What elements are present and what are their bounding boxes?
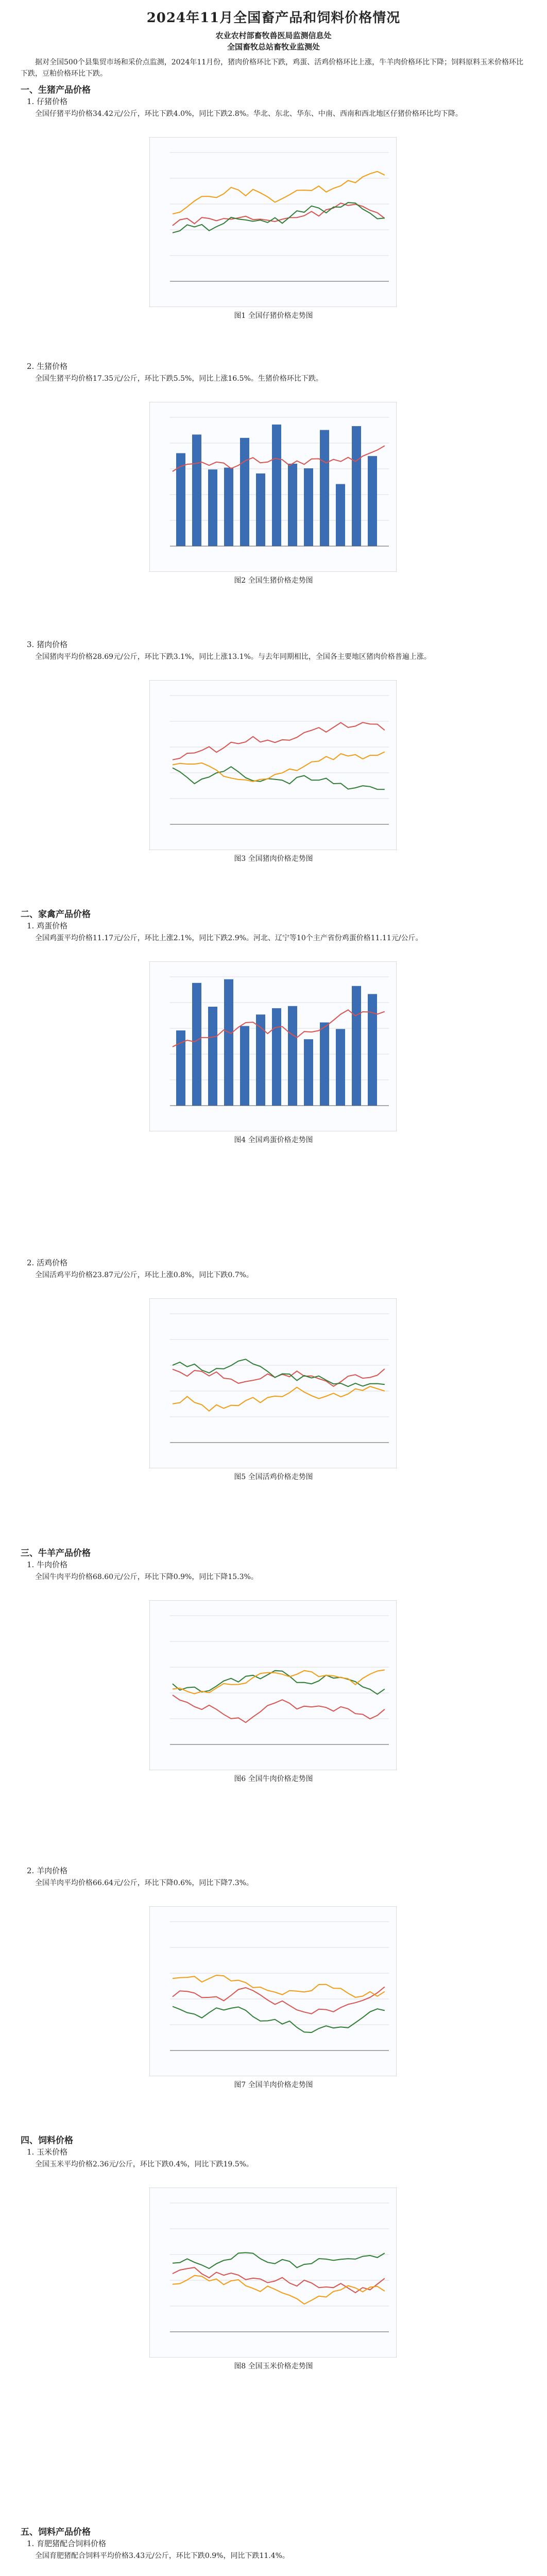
section-paragraph: 全国鸡蛋平均价格11.17元/公斤，环比上涨2.1%，同比下跌2.9%。河北、辽宁等10个主产省份鸡蛋价格11.11元/公斤。: [35, 934, 423, 942]
section-paragraph: 全国育肥猪配合饲料平均价格3.43元/公斤，环比下跌0.9%，同比下跌11.4%。: [35, 2552, 289, 2560]
chart-bar: [272, 1008, 281, 1106]
section-paragraph: 全国活鸡平均价格23.87元/公斤，环比上涨0.8%，同比下跌0.7%。: [35, 1271, 253, 1279]
chart-bar: [368, 994, 377, 1106]
chart-bar: [176, 453, 185, 546]
section-heading: 三、牛羊产品价格: [21, 1548, 91, 1558]
trend-chart: [149, 402, 397, 572]
trend-chart-svg: [149, 961, 397, 1131]
trend-chart-svg: [149, 402, 397, 572]
chart-caption: 图5 全国活鸡价格走势图: [234, 1473, 313, 1481]
chart-bar: [192, 434, 201, 546]
subsection-heading: 2. 羊肉价格: [27, 1866, 68, 1875]
section-paragraph: 全国生猪平均价格17.35元/公斤，环比下跌5.5%，同比上涨16.5%。生猪价格环比下跌。: [35, 375, 323, 383]
trend-chart: [149, 680, 397, 850]
subsection-heading: 1. 育肥猪配合饲料价格: [27, 2539, 107, 2548]
chart-bar: [224, 468, 233, 546]
subsection-heading: 3. 猪肉价格: [27, 640, 68, 649]
section-paragraph: 全国牛肉平均价格68.60元/公斤，环比下降0.9%，同比下降15.3%。: [35, 1573, 258, 1581]
chart-bar: [288, 464, 297, 546]
subsection-heading: 2. 生猪价格: [27, 362, 68, 371]
trend-chart: [149, 1298, 397, 1468]
chart-bar: [256, 1014, 265, 1106]
trend-chart-svg: [149, 1298, 397, 1468]
chart-bar: [320, 1023, 329, 1106]
chart-bar: [352, 986, 361, 1106]
chart-bar: [304, 1039, 313, 1106]
chart-caption: 图4 全国鸡蛋价格走势图: [234, 1136, 313, 1144]
subsection-heading: 1. 仔猪价格: [27, 97, 68, 106]
chart-caption: 图6 全国牛肉价格走势图: [234, 1775, 313, 1783]
chart-bar: [336, 484, 345, 546]
trend-chart: [149, 137, 397, 307]
trend-chart-svg: [149, 2188, 397, 2358]
chart-bar: [336, 1029, 345, 1106]
section-paragraph: 全国猪肉平均价格28.69元/公斤，环比下跌3.1%，同比上涨13.1%。与去年同期相比，全国各主要地区猪肉价格普遍上涨。: [35, 653, 431, 661]
section-heading: 一、生猪产品价格: [21, 85, 91, 95]
trend-chart: [149, 2188, 397, 2358]
report-title: 2024年11月全国畜产品和饲料价格情况: [146, 10, 401, 26]
trend-chart: [149, 961, 397, 1131]
chart-bar: [240, 1026, 249, 1106]
section-heading: 二、家禽产品价格: [21, 909, 91, 920]
chart-caption: 图8 全国玉米价格走势图: [234, 2362, 313, 2370]
section-heading: 四、饲料价格: [21, 2136, 73, 2146]
chart-bar: [192, 983, 201, 1106]
trend-chart-svg: [149, 137, 397, 307]
org-line-1: 农业农村部畜牧兽医局监测信息处: [215, 31, 332, 40]
trend-chart-svg: [149, 1906, 397, 2076]
subsection-heading: 2. 活鸡价格: [27, 1258, 68, 1267]
chart-bar: [240, 438, 249, 546]
chart-caption: 图2 全国生猪价格走势图: [234, 577, 313, 585]
chart-bar: [256, 473, 265, 546]
chart-bar: [288, 1006, 297, 1106]
subsection-heading: 1. 玉米价格: [27, 2147, 68, 2157]
subsection-heading: 1. 鸡蛋价格: [27, 921, 68, 930]
chart-bar: [352, 426, 361, 546]
chart-bar: [208, 469, 217, 546]
chart-caption: 图7 全国羊肉价格走势图: [234, 2081, 313, 2089]
org-line-2: 全国畜牧总站畜牧业监测处: [227, 42, 320, 52]
trend-chart: [149, 1600, 397, 1770]
trend-chart-svg: [149, 1600, 397, 1770]
chart-bar: [208, 1007, 217, 1106]
subsection-heading: 1. 牛肉价格: [27, 1560, 68, 1569]
chart-caption: 图1 全国仔猪价格走势图: [234, 312, 313, 320]
chart-bar: [272, 425, 281, 546]
trend-chart: [149, 1906, 397, 2076]
chart-bar: [320, 430, 329, 546]
section-paragraph: 全国羊肉平均价格66.64元/公斤，环比下降0.6%，同比下降7.3%。: [35, 1879, 253, 1887]
chart-bar: [368, 456, 377, 546]
chart-bar: [304, 468, 313, 546]
trend-chart-svg: [149, 680, 397, 850]
section-paragraph: 全国玉米平均价格2.36元/公斤，环比下跌0.4%，同比下跌19.5%。: [35, 2160, 253, 2168]
section-heading: 五、饲料产品价格: [21, 2527, 91, 2537]
intro-paragraph: 据对全国500个县集贸市场和采价点监测，2024年11月份，猪肉价格环比下跌，鸡蛋、活鸡价格环比上涨，牛羊肉价格环比下降；饲料原料玉米价格环比下跌，豆粕价格环比下跌。: [21, 58, 524, 78]
chart-caption: 图3 全国猪肉价格走势图: [234, 855, 313, 863]
chart-bar: [224, 979, 233, 1106]
section-paragraph: 全国仔猪平均价格34.42元/公斤，环比下跌4.0%，同比下跌2.8%。华北、东北、华东、中南、西南和西北地区仔猪价格环比均下降。: [35, 110, 463, 118]
